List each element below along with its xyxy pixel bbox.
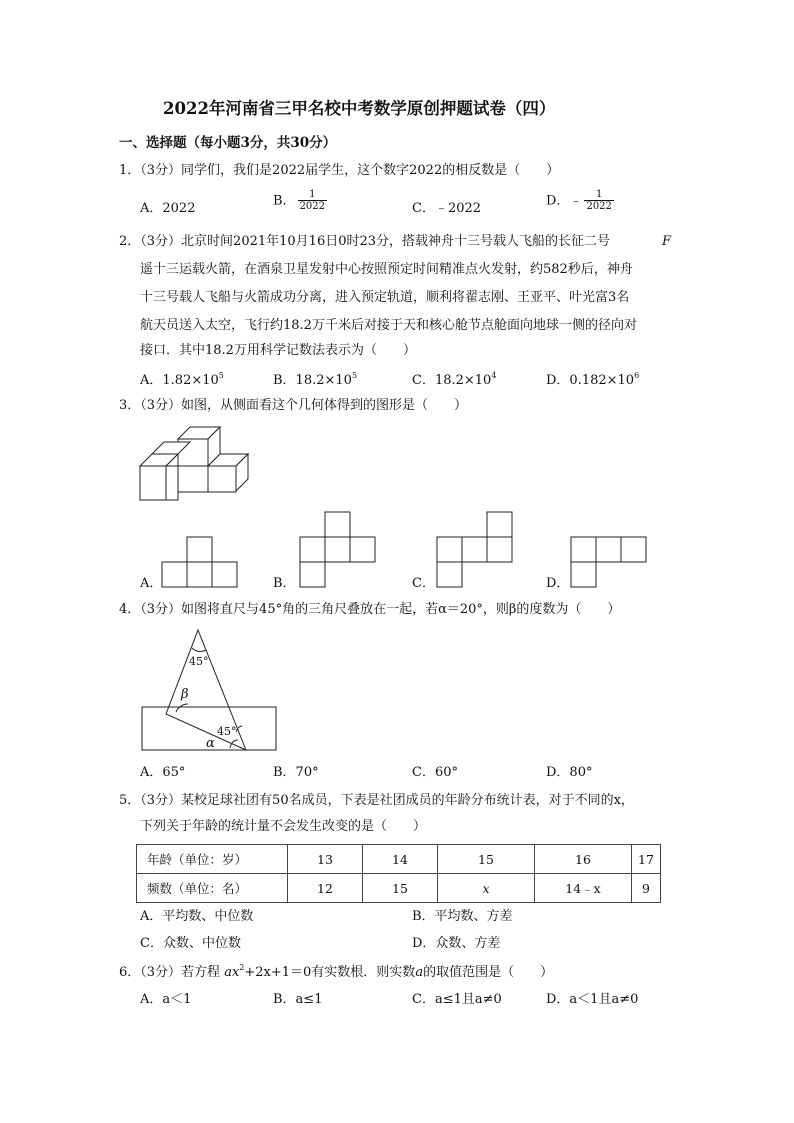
q1-option-d-label: D． <box>546 193 570 209</box>
q6-equation-rest: +2x+1＝0有实数根．则实数 <box>244 965 416 980</box>
table-cell: x <box>438 874 535 903</box>
q2-option-d[interactable] <box>546 372 639 387</box>
q2-option-b[interactable] <box>273 372 357 387</box>
table-cell: 14﹣x <box>535 874 632 903</box>
q6-equation-exp: 2 <box>239 963 245 972</box>
q2-option-d-exp: 6 <box>634 371 640 380</box>
q4-option-c[interactable]: C．60° <box>412 765 458 780</box>
q6-stem <box>119 964 553 979</box>
q3-option-c[interactable]: C． <box>412 576 435 591</box>
fraction-denominator: 2022 <box>299 201 326 212</box>
section-heading: 一、选择题（每小题3分，共30分） <box>119 135 337 151</box>
table-cell: 17 <box>632 845 661 874</box>
q1-option-a[interactable]: A．2022 <box>140 201 196 216</box>
q4-option-a[interactable]: A．65° <box>140 765 186 780</box>
q6-equation-ax: ax <box>224 965 240 980</box>
table-cell: 13 <box>288 845 363 874</box>
table-cell: 12 <box>288 874 363 903</box>
q6-option-a[interactable]: A．a＜1 <box>140 992 192 1007</box>
q4-alpha-label: α <box>206 736 215 751</box>
q6-option-c[interactable]: C．a≤1且a≠0 <box>412 992 502 1007</box>
q2-line-5: 接口．其中18.2万用科学记数法表示为（ ） <box>140 343 416 358</box>
q6-stem-prefix: 6．（3分）若方程 <box>119 965 225 980</box>
q2-option-a-text: A．1.82×10 <box>140 373 219 388</box>
q2-option-b-text: B．18.2×10 <box>273 373 352 388</box>
q2-option-c-exp: 4 <box>491 371 497 380</box>
q4-angle-bottom-label: 45° <box>217 725 237 738</box>
q1-option-d[interactable] <box>546 190 614 212</box>
q3-option-a-figure <box>161 536 239 588</box>
q2-option-b-exp: 5 <box>351 371 358 380</box>
q2-option-c-text: C．18.2×10 <box>412 373 492 388</box>
table-cell: 15 <box>363 874 438 903</box>
q2-option-c[interactable] <box>412 372 496 387</box>
q6-variable: a <box>415 965 424 980</box>
table-cell: 15 <box>438 845 535 874</box>
table-row <box>137 874 661 903</box>
page-title: 2022年河南省三甲名校中考数学原创押题试卷（四） <box>163 99 556 118</box>
table-cell: 14 <box>363 845 438 874</box>
table-row <box>137 845 661 874</box>
q3-option-d-figure <box>570 536 648 588</box>
table-cell: 16 <box>535 845 632 874</box>
q5-line-2: 下列关于年龄的统计量不会发生改变的是（ ） <box>140 819 427 834</box>
q3-option-c-figure <box>436 511 514 589</box>
q4-option-d[interactable]: D．80° <box>546 765 593 780</box>
q1-option-d-sign: ﹣ <box>569 193 583 209</box>
q6-option-d[interactable]: D．a＜1且a≠0 <box>546 992 639 1007</box>
q4-option-b[interactable]: B．70° <box>273 765 319 780</box>
q5-line-1: 5．（3分）某校足球社团有50名成员，下表是社团成员的年龄分布统计表，对于不同的x， <box>119 793 634 808</box>
q4-angle-top-label: 45° <box>189 655 209 668</box>
q1-stem: 1．（3分）同学们，我们是2022届学生，这个数字2022的相反数是（ ） <box>119 163 560 178</box>
fraction-denominator: 2022 <box>586 201 612 212</box>
q3-cube-figure <box>138 424 253 504</box>
fraction-numerator: 1 <box>595 189 603 200</box>
q2-option-a-exp: 5 <box>218 371 224 380</box>
q6-option-b[interactable]: B．a≤1 <box>273 992 323 1007</box>
q4-ruler-triangle-figure <box>140 628 280 754</box>
q2-option-a[interactable] <box>140 372 224 387</box>
q3-option-b[interactable]: B． <box>273 576 296 591</box>
q2-line-2: 遥十三运载火箭，在酒泉卫星发射中心按照预定时间精准点火发射，约582秒后，神舟 <box>140 262 633 277</box>
q5-option-a[interactable]: A．平均数、中位数 <box>140 909 254 924</box>
q5-option-c[interactable]: C．众数、中位数 <box>140 936 241 951</box>
q1-option-b-fraction <box>298 190 327 212</box>
q2-option-d-text: D．0.182×10 <box>546 373 635 388</box>
q1-option-b[interactable] <box>273 190 327 212</box>
q2-line-4: 航天员送入太空，飞行约18.2万千米后对接于天和核心舱节点舱面向地球一侧的径向对 <box>140 318 637 333</box>
q5-option-b[interactable]: B．平均数、方差 <box>412 909 513 924</box>
q4-stem: 4．（3分）如图将直尺与45°角的三角尺叠放在一起，若α＝20°，则β的度数为（ ） <box>119 602 621 617</box>
fraction-numerator: 1 <box>309 189 316 200</box>
q2-line-3: 十三号载人飞船与火箭成功分离，进入预定轨道，顺利将翟志刚、王亚平、叶光富3名 <box>140 290 630 305</box>
q1-option-d-fraction <box>584 190 613 212</box>
table-cell: 频数（单位：名） <box>137 874 288 903</box>
q3-option-a[interactable]: A． <box>140 576 163 591</box>
table-cell: 9 <box>632 874 661 903</box>
q2-line-1: 2．（3分）北京时间2021年10月16日0时23分，搭载神舟十三号载人飞船的长征二号 <box>119 234 611 249</box>
q5-frequency-table <box>136 844 661 903</box>
table-cell: 年龄（单位：岁） <box>137 845 288 874</box>
q1-option-c[interactable]: C．﹣2022 <box>412 201 482 216</box>
q4-beta-label: β <box>181 687 189 702</box>
q3-option-d[interactable]: D． <box>546 576 570 591</box>
q6-stem-suffix: 的取值范围是（ ） <box>423 965 554 980</box>
q2-line-1-tail: F <box>662 234 672 249</box>
q3-stem: 3．（3分）如图，从侧面看这个几何体得到的图形是（ ） <box>119 398 468 413</box>
q5-option-d[interactable]: D．众数、方差 <box>412 936 501 951</box>
q3-option-b-figure <box>299 511 377 589</box>
q1-option-b-label: B． <box>273 193 296 209</box>
